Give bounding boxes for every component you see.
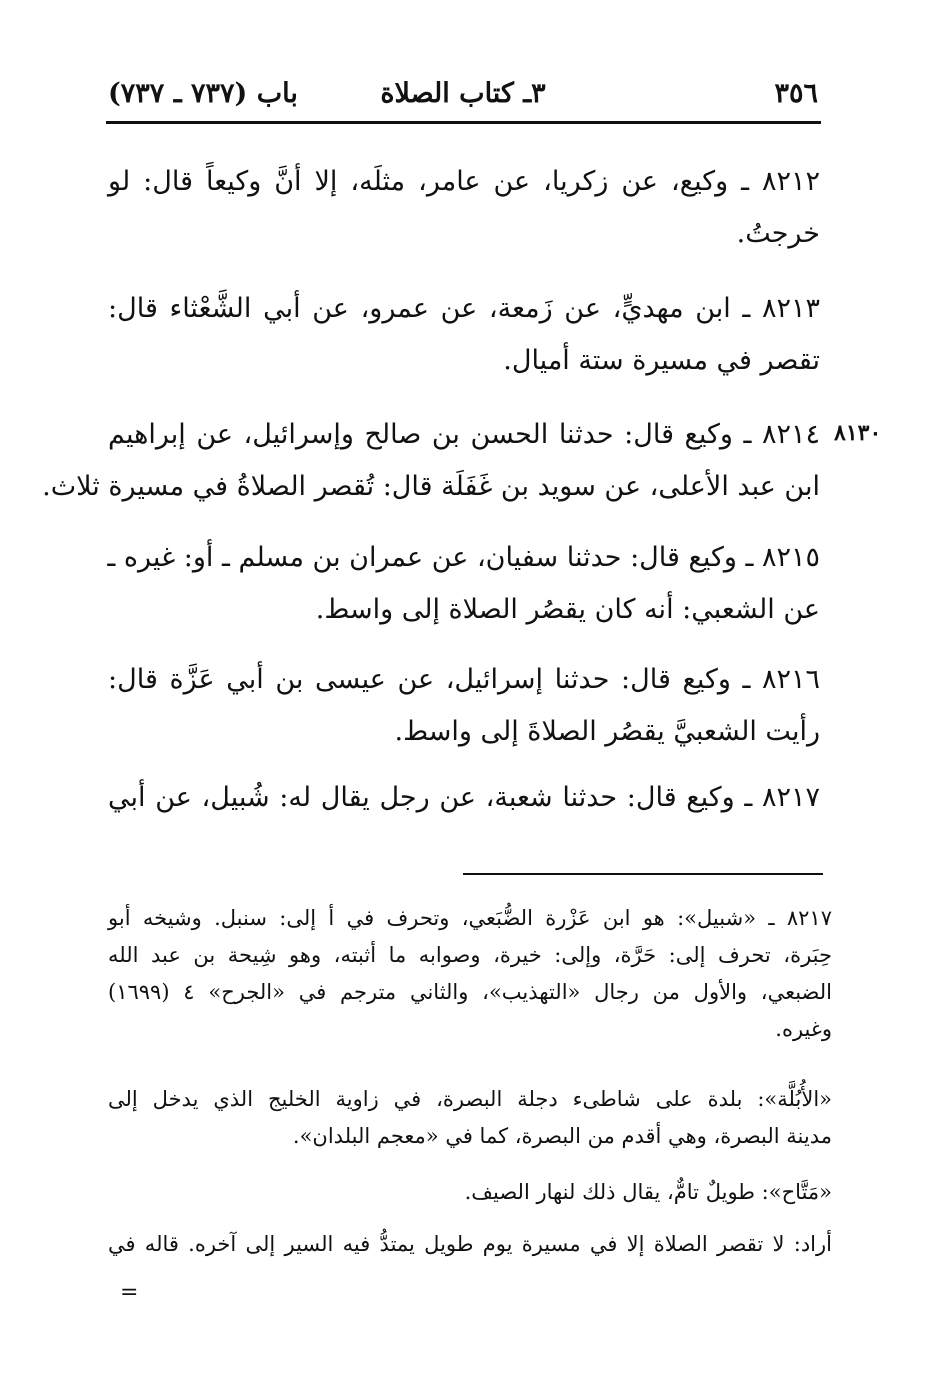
footnote-line: حِبَرة، تحرف إلى: حَرَّة، وإلى: خيرة، وصوابه ما أثبته، وهو شِيحة بن عبد الله bbox=[108, 943, 832, 967]
footnote-line: أراد: لا تقصر الصلاة إلا في مسيرة يوم طويل يمتدُّ فيه السير إلى آخره. قاله في bbox=[108, 1232, 832, 1256]
hadith-line: ابن عبد الأعلى، عن سويد بن غَفَلَة قال: تُقصر الصلاةُ في مسيرة ثلاث. bbox=[42, 471, 820, 502]
hadith-8213 bbox=[108, 283, 820, 387]
footnote-8217 bbox=[108, 900, 832, 1048]
header-rule bbox=[106, 121, 821, 124]
hadith-8212 bbox=[108, 156, 820, 260]
footnote-line: ٨٢١٧ ـ «شبيل»: هو ابن عَزْرة الضُّبَعي، وتحرف في أ إلى: سنبل. وشيخه أبو bbox=[108, 906, 832, 930]
hadith-line: ٨٢١٢ ـ وكيع، عن زكريا، عن عامر، مثلَه، إلا أنَّ وكيعاً قال: لو bbox=[108, 166, 820, 197]
footnote-line: مدينة البصرة، وهي أقدم من البصرة، كما في «معجم البلدان». bbox=[292, 1124, 832, 1148]
hadith-8217 bbox=[108, 772, 820, 824]
page-number: ٣٥٦ bbox=[774, 78, 818, 109]
bab-range: باب (٧٣٧ ـ ٧٣٧) bbox=[108, 78, 298, 109]
hadith-line: خرجتُ. bbox=[736, 218, 820, 249]
footnote-arada bbox=[108, 1226, 832, 1263]
hadith-line: ٨٢١٦ ـ وكيع قال: حدثنا إسرائيل، عن عيسى بن أبي عَزَّة قال: bbox=[108, 664, 820, 695]
hadith-line: ٨٢١٧ ـ وكيع قال: حدثنا شعبة، عن رجل يقال له: شُبيل، عن أبي bbox=[108, 782, 820, 813]
hadith-line: ٨٢١٣ ـ ابن مهديٍّ، عن زَمعة، عن عمرو، عن أبي الشَّعْثاء قال: bbox=[108, 293, 820, 324]
footnote-line: وغيره. bbox=[775, 1017, 832, 1041]
hadith-8216 bbox=[108, 654, 820, 758]
footnote-line: «الأُبُلَّة»: بلدة على شاطىء دجلة البصرة، في زاوية الخليج الذي يدخل إلى bbox=[108, 1087, 832, 1111]
page-header bbox=[108, 78, 818, 118]
footnote-mattah bbox=[108, 1174, 832, 1211]
hadith-line: تقصر في مسيرة ستة أميال. bbox=[503, 345, 820, 376]
hadith-line: عن الشعبي: أنه كان يقصُر الصلاة إلى واسط. bbox=[315, 594, 820, 625]
hadith-8215 bbox=[108, 532, 820, 636]
margin-number: ٨١٣٠ bbox=[834, 420, 882, 446]
footnote-line: «مَتَّاح»: طويلٌ تامٌّ، يقال ذلك لنهار الصيف. bbox=[464, 1180, 832, 1204]
footnote-line: الضبعي، والأول من رجال «التهذيب»، والثاني مترجم في «الجرح» ٤ (١٦٩٩) bbox=[108, 980, 832, 1004]
hadith-line: ٨٢١٤ ـ وكيع قال: حدثنا الحسن بن صالح وإسرائيل، عن إبراهيم bbox=[108, 419, 820, 450]
hadith-line: ٨٢١٥ ـ وكيع قال: حدثنا سفيان، عن عمران بن مسلم ـ أو: غيره ـ bbox=[107, 542, 820, 573]
hadith-line: رأيت الشعبيَّ يقصُر الصلاةَ إلى واسط. bbox=[394, 716, 820, 747]
footnote-rule bbox=[463, 873, 823, 875]
continuation-mark: = bbox=[120, 1280, 139, 1305]
chapter-title: ٣ـ كتاب الصلاة bbox=[380, 78, 546, 109]
hadith-8214 bbox=[42, 409, 820, 513]
footnote-ubulla bbox=[108, 1081, 832, 1155]
